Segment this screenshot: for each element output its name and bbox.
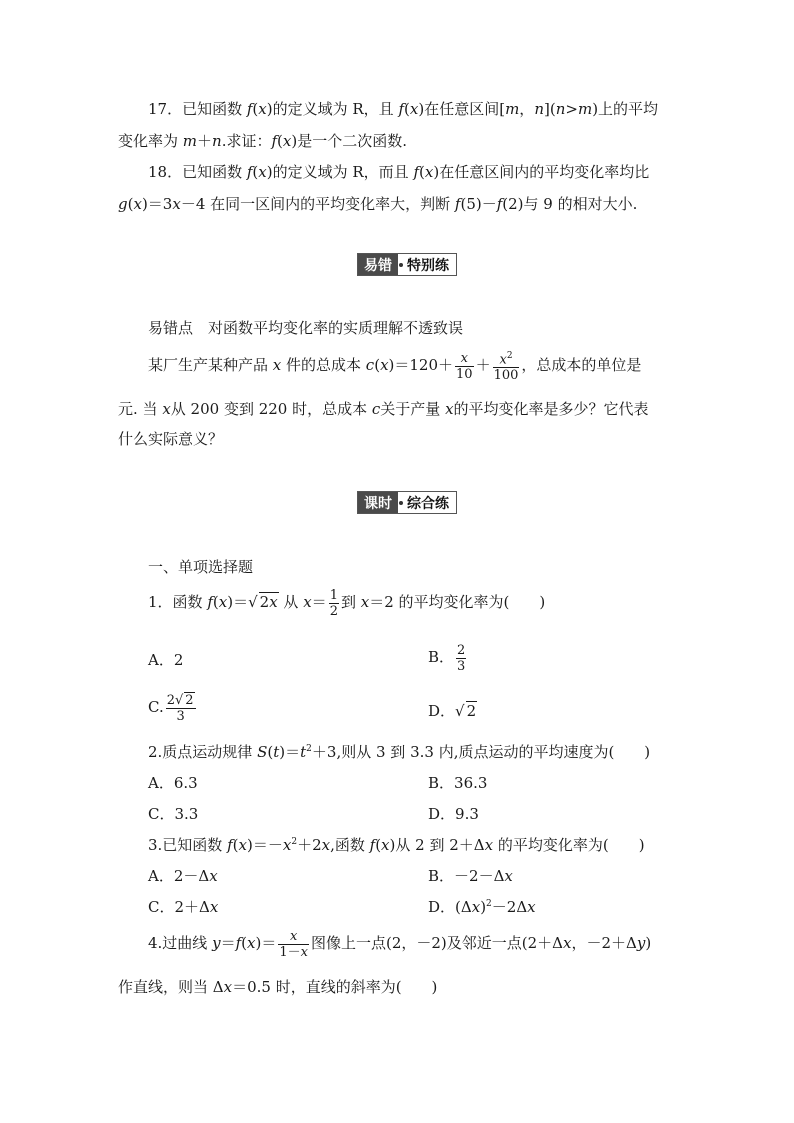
section-heading: 一、单项选择题 <box>148 558 254 576</box>
error-practice-badge <box>357 253 457 276</box>
error-problem-line2: 元. 当 x从 200 变到 220 时，总成本 c关于产量 x的平均变化率是多少？它代表 <box>118 400 649 418</box>
badge-left-label: 易错 <box>358 254 398 275</box>
q2-option-d: D．9.3 <box>428 805 479 823</box>
q4-stem-line1: 4.过曲线 y＝f(x)＝ $\frac{x}{1-x}$ 图像上一点(2，－2)及邻近一点(2＋Δx，－2＋Δy) <box>148 928 652 960</box>
q18-line2: g(x)＝3x－4 在同一区间内的平均变化率大，判断 f(5)－f(2)与 9 的相对大小. <box>118 195 638 213</box>
q3-option-c: C．2＋Δx <box>148 898 219 916</box>
q1-option-d: D．√ 2 <box>428 702 477 720</box>
q1-stem: 1．函数 f(x)＝√ 2x 从 x＝ $\frac{1}{2}$ 到 x＝2 的平均变化率为( ) <box>148 587 546 619</box>
q2-stem: 2.质点运动规律 $S(t)=t^2+3$,则从 3 到 3.3 内,质点运动的平均速度为( ) <box>148 743 651 761</box>
error-problem-line3: 什么实际意义？ <box>118 430 224 448</box>
q17-line1: 17．已知函数 f(x)的定义域为 R，且 f(x)在任意区间[m，n](n>m)上的平均 <box>148 100 659 118</box>
q1-option-a: A．2 <box>148 651 184 669</box>
q18-line1: 18．已知函数 f(x)的定义域为 R，而且 f(x)在任意区间内的平均变化率均比 <box>148 163 650 181</box>
q2-option-c: C．3.3 <box>148 805 199 823</box>
q1-option-c: C. $\frac{2√ 2}{3}$ <box>148 692 194 724</box>
q3-stem: 3.已知函数 $f(x)=-x^2+2x$,函数 f(x)从 2 到 2＋Δx 的平均变化率为( ) <box>148 836 645 854</box>
badge-right-label: 特别练 <box>407 257 449 274</box>
badge-right-label: 综合练 <box>407 495 449 512</box>
q3-option-d: D．$(\Delta x)^2-2\Delta x$ <box>428 898 536 916</box>
q1-option-b: B． $\frac{2}{3}$ <box>428 642 466 674</box>
lesson-practice-badge <box>357 491 457 514</box>
q4-stem-line2: 作直线，则当 Δx＝0.5 时，直线的斜率为( ) <box>118 978 438 996</box>
error-problem-line1: 某厂生产某种产品 x 件的总成本 c(x)＝120＋ $\frac{x}{10}$ ＋ $\frac{x^2}{100}$ ，总成本的单位是 <box>148 350 642 384</box>
q3-option-a: A．2－Δx <box>148 867 218 885</box>
q2-option-b: B．36.3 <box>428 774 488 792</box>
q2-option-a: A．6.3 <box>148 774 198 792</box>
error-point-heading: 易错点 对函数平均变化率的实质理解不透致误 <box>148 319 464 337</box>
q3-option-b: B．－2－Δx <box>428 867 513 885</box>
badge-left-label: 课时 <box>358 492 398 513</box>
q17-line2: 变化率为 m＋n.求证：f(x)是一个二次函数. <box>118 132 408 150</box>
